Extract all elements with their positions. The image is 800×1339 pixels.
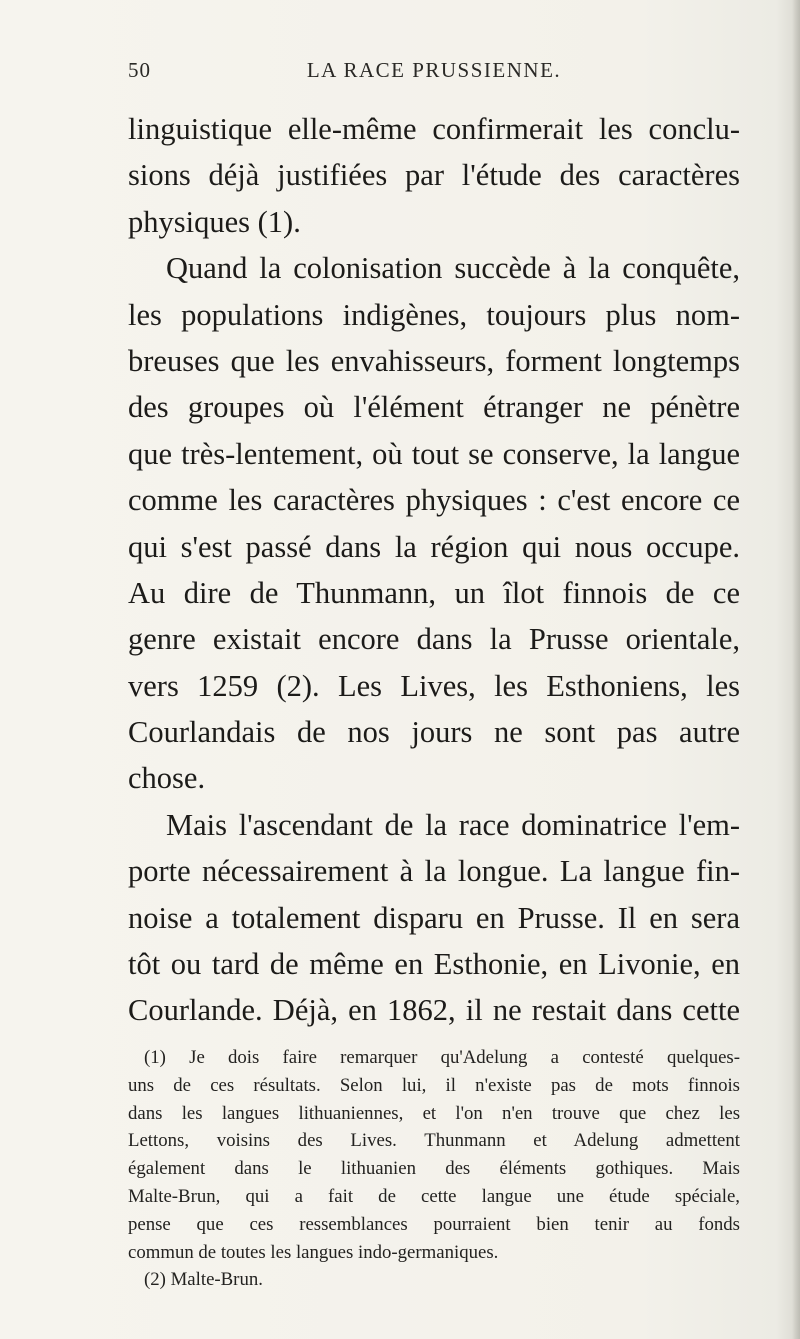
text-line: tôt ou tard de même en Esthonie, en Livonie, en: [128, 947, 740, 982]
text-line: des groupes où l'élément étranger ne pénètre: [128, 390, 740, 425]
main-text: [128, 106, 740, 1034]
footnote-line: dans les langues lithuaniennes, et l'on n'en trouve que chez les: [128, 1102, 740, 1124]
text-line: Au dire de Thunmann, un îlot finnois de ce: [128, 575, 740, 610]
text-line: Courlande. Déjà, en 1862, il ne restait dans cette: [128, 993, 740, 1028]
text-line: sions déjà justifiées par l'étude des caractères: [128, 158, 740, 193]
footnote-line: commun de toutes les langues indo-germaniques.: [128, 1241, 499, 1263]
text-line: Mais l'ascendant de la race dominatrice l'em-: [166, 807, 740, 842]
text-line: porte nécessairement à la longue. La langue fin-: [128, 854, 740, 889]
footnote-line: également dans le lithuanien des éléments gothiques. Mais: [128, 1158, 740, 1180]
text-line: que très-lentement, où tout se conserve, la langue: [128, 436, 740, 471]
text-line: genre existait encore dans la Prusse orientale,: [128, 622, 740, 657]
text-line: linguistique elle-même confirmerait les conclu-: [128, 112, 740, 146]
text-line: breuses que les envahisseurs, forment longtemps: [128, 343, 740, 378]
footnote-line: uns de ces résultats. Selon lui, il n'existe pas de mots finnois: [128, 1074, 740, 1096]
page-edge-shadow: [792, 0, 800, 1339]
text-line: qui s'est passé dans la région qui nous occupe.: [128, 529, 740, 564]
footnote-line: (1) Je dois faire remarquer qu'Adelung a contesté quelques-: [144, 1047, 740, 1068]
footnote-line: (2) Malte-Brun.: [144, 1269, 263, 1291]
footnotes: [128, 1044, 740, 1294]
text-line: chose.: [128, 761, 206, 796]
page-header: [128, 58, 740, 88]
text-line: les populations indigènes, toujours plus nom-: [128, 297, 740, 332]
footnote-line: Malte-Brun, qui a fait de cette langue une étude spéciale,: [128, 1185, 740, 1207]
text-line: Quand la colonisation succède à la conquête,: [166, 251, 740, 286]
text-line: noise a totalement disparu en Prusse. Il en sera: [128, 900, 740, 935]
text-line: comme les caractères physiques : c'est encore ce: [128, 483, 740, 518]
text-line: Courlandais de nos jours ne sont pas autre: [128, 715, 740, 750]
page-number: 50: [128, 58, 151, 82]
text-line: vers 1259 (2). Les Lives, les Esthoniens, les: [128, 668, 740, 703]
running-title: LA RACE PRUSSIENNE.: [306, 58, 562, 82]
footnote-line: pense que ces ressemblances pourraient bien tenir au fonds: [128, 1213, 740, 1235]
text-line: physiques (1).: [128, 204, 301, 239]
footnote-line: Lettons, voisins des Lives. Thunmann et Adelung admettent: [128, 1130, 740, 1152]
